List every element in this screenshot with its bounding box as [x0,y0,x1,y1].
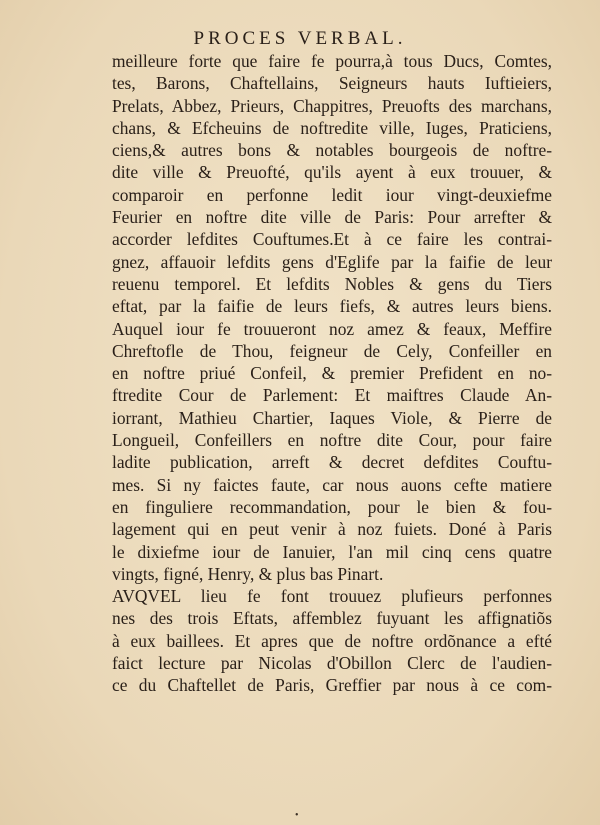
text-line: nes des trois Eftats, affemblez fuyuant les affignatiõs [112,608,552,629]
text-line: meilleure forte que faire fe pourra,à tous Ducs, Comtes, [112,51,552,71]
text-line: lagement qui en peut venir à noz fuiets. Doné à Paris [112,519,552,540]
text-line: à eux baillees. Et apres que de noftre ordõnance a efté [112,630,552,651]
text-line: ftredite Cour de Parlement: Et maiftres Claude An- [112,385,552,406]
text-line: reuenu temporel. Et lefdits Nobles & gens du Tiers [112,273,552,294]
text-line: Longueil, Confeillers en noftre dite Cour, pour faire [112,430,552,451]
text-line: comparoir en perfonne ledit iour vingt-deuxiefme [112,184,552,205]
running-header: PROCES VERBAL. [193,28,407,49]
text-line-paragraph-start: AVQVEL lieu fe font trouuez plufieurs perfonnes [112,586,552,607]
text-line: chans, & Efcheuins de noftredite ville, Iuges, Praticiens, [112,117,552,138]
text-line: en noftre priué Confeil, & premier Prefident en no- [112,363,552,384]
text-line: eftat, par la faifie de leurs fiefs, & autres leurs biens. [112,296,552,317]
text-line: mes. Si ny faictes faute, car nous auons cefte matiere [112,474,552,495]
text-line: ciens,& autres bons & notables bourgeois de noftre- [112,140,552,161]
text-line: faict lecture par Nicolas d'Obillon Clerc de l'audien- [112,653,552,674]
page-dot-mark: • [295,810,299,821]
text-line: Feurier en noftre dite ville de Paris: Pour arrefter & [112,207,552,228]
text-line: vingts, figné, Henry, & plus bas Pinart. [112,563,384,584]
text-line: en finguliere recommandation, pour le bien & fou- [112,496,552,517]
text-line: Chreftofle de Thou, feigneur de Cely, Confeiller en [112,340,552,361]
text-line: ladite publication, arreft & decret defdites Couftu- [112,452,552,473]
text-line: ce du Chaftellet de Paris, Greffier par nous à ce com- [112,675,552,696]
text-line: gnez, affauoir lefdits gens d'Eglife par la faifie de leur [112,251,552,272]
text-line: tes, Barons, Chaftellains, Seigneurs hauts Iuftieiers, [112,73,552,94]
body-text [112,50,552,697]
text-line: Auquel iour fe trouueront noz amez & feaux, Meffire [112,318,552,339]
text-line: accorder lefdites Couftumes.Et à ce faire les contrai- [112,229,552,250]
text-line: Prelats, Abbez, Prieurs, Chappitres, Preuofts des marchans, [112,95,552,116]
text-line: iorrant, Mathieu Chartier, Iaques Viole, & Pierre de [112,407,552,428]
text-line: le dixiefme iour de Ianuier, l'an mil cinq cens quatre [112,541,552,562]
text-line: dite ville & Preuofté, qu'ils ayent à eux trouuer, & [112,162,552,183]
